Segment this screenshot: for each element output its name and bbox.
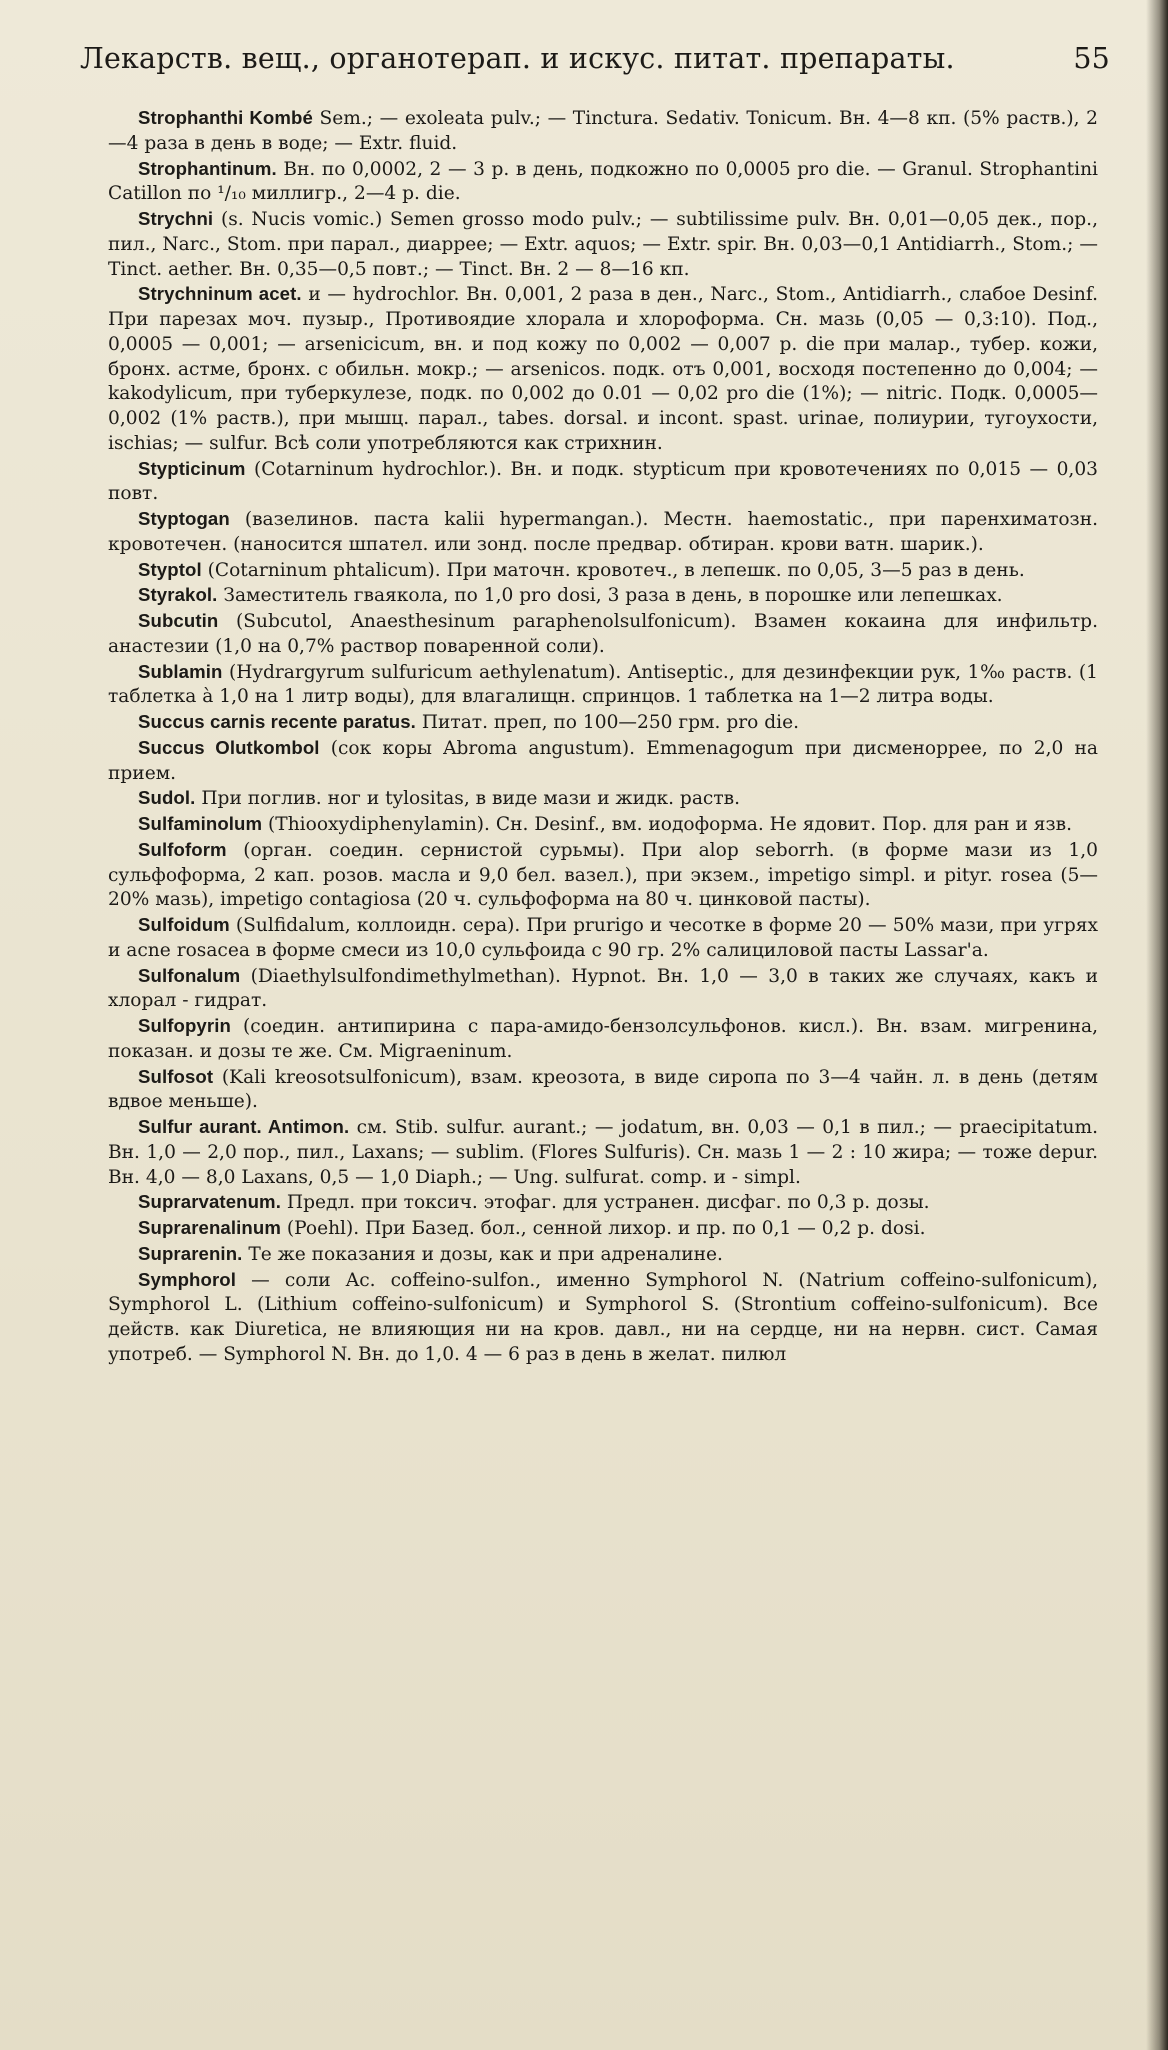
entry-subcutin [108,609,1098,660]
entry-term: Sulfur aurant. Antimon. [138,1116,350,1137]
entry-term: Suprarenalinum [138,1217,281,1238]
entry-suprarvatenum [108,1190,1098,1216]
entry-succus-carnis [108,710,1098,736]
page-body [108,106,1098,1368]
entry-text: (Diaethylsulfondimethylmethan). Hypnot. Вн. 1,0 — 3,0 в таких же случаях, какъ и хлорал - гидрат. [108,965,1098,1012]
entry-suprarenin [108,1242,1098,1268]
entry-term: Styrakol. [138,584,218,606]
entry-sublamin [108,660,1098,711]
entry-text: (Hydrargyrum sulfuricum aethylenatum). Antiseptic., для дезинфекции рук, 1‰ раств. (1 таблетка à 1,0 на 1 литр воды), для влагалищн. спринцов. 1 таблетка на 1—2 литра воды. [108,661,1098,708]
entry-strophantinum [108,157,1098,208]
entry-term: Styptol [138,558,202,580]
entry-sulfonalum [108,964,1098,1015]
entry-term: Sulfoidum [138,914,230,935]
entry-term: Strophanthi Kombé [138,107,313,128]
entry-text: (соедин. антипирина с пара-амидо-бензолсульфонов. кисл.). Вн. взам. мигренина, показан. и дозы те же. См. Migraeninum. [108,1016,1098,1062]
entry-text: (Sulfidalum, коллоидн. сера). При prurigo и чесотке в форме 20 — 50% мази, при угрях и acne rosacea в форме смеси из 10,0 сульфоида с 90 гр. 2% салициловой пасты Lassar'a. [108,915,1098,961]
entry-text: см. Stib. sulfur. aurant.; — jodatum, вн. 0,03 — 0,1 в пил.; — praecipitatum. Вн. 1,0 — 2,0 пор., пил., Laxans; — sublim. (Flores Sulfuris). Сн. мазь 1 — 2 : 10 жира; — тоже depur. Вн. 4,0 — 8,0 Laxans, 0,5 — 1,0 Diaph.; — Ung. sulfurat. comp. и - simpl. [108,1117,1098,1188]
entry-suprarenalinum [108,1216,1098,1242]
book-binding-edge [1146,0,1168,2050]
entry-term: Strychninum acet. [138,283,302,305]
entry-strychninum [108,282,1098,456]
entry-term: Sulfosot [138,1065,214,1087]
entry-term: Sulfonalum [138,964,241,986]
entry-term: Succus carnis recente paratus. [138,711,416,732]
entry-sulfur-aurant [108,1115,1098,1190]
entry-text: и — hydrochlor. Вн. 0,001, 2 раза в ден., Narc., Stom., Antidiarrh., слабое Desinf. При парезах моч. пузыр., Противоядие хлорала и хлороформа. Сн. мазь (0,05 — 0,3:10). Под., 0,0005 — 0,001; — arsenicicum, вн. и под кожу по 0,002 — 0,007 p. die при малар., тубер. кожи, бронх. астме, бронх. с обильн. мокр.; — arsenicos. подк. отъ 0,001, восходя постепенно до 0,004; — kakodylicum, при туберкулезе, подк. по 0,002 до 0.01 — 0,02 pro die (1%); — nitric. Подк. 0,0005—0,002 (1% раств.), при мышц. парал., tabes. dorsal. и incont. spast. urinae, полиурии, тугоухости, ischias; — sulfur. Всѣ соли употребляются как стрихнин. [108,284,1098,454]
entry-sudol [108,786,1098,812]
entry-term: Styptogan [138,508,230,529]
entry-text: (Thiooxydiphenylamin). Сн. Desinf., вм. иодоформа. Не ядовит. Пор. для ран и язв. [262,814,1072,835]
entry-styptol [108,558,1098,584]
entry-term: Sublamin [138,660,223,682]
entry-symphorol [108,1268,1098,1368]
entry-strophanthi-kombe [108,106,1098,157]
entry-styptogan [108,507,1098,558]
entry-term: Suprarvatenum. [138,1191,281,1213]
entry-term: Strychni [138,208,214,229]
entry-sulfoidum [108,913,1098,964]
entry-text: (вазелинов. паста kalii hypermangan.). Местн. haemostatic., при паренхиматозн. кровотечен. (наносится шпател. или зонд. после предвар. обтиран. крови ватн. шарик.). [108,509,1098,555]
entry-strychni [108,207,1098,282]
entry-sulfosot [108,1065,1098,1116]
entry-term: Suprarenin. [138,1242,243,1264]
entry-text: (Kali kreosotsulfonicum), взам. креозота, в виде сиропа по 3—4 чайн. л. в день (детям вдвое меньше). [108,1066,1098,1113]
entry-term: Sudol. [138,787,196,809]
entry-sulfoform [108,838,1098,913]
entry-sulfaminolum [108,812,1098,838]
entry-text: (Cotarninum hydrochlor.). Вн. и подк. stypticum при кровотечениях по 0,015 — 0,03 повт. [108,458,1098,505]
running-title: Лекарств. вещ., органотерап. и искус. питат. препараты. [80,42,955,75]
entry-text: (Subcutol, Anaesthesinum paraphenolsulfonicum). Взамен кокаина для инфильтр. анастезии (1,0 на 0,7% раствор поваренной соли). [108,611,1098,657]
entry-term: Stypticinum [138,457,246,479]
entry-term: Symphorol [138,1268,237,1290]
entry-text: (орган. соедин. сернистой сурьмы). При alop seborrh. (в форме мази из 1,0 сульфоформа, 2 кап. розов. масла и 9,0 бел. вазел.), при экзем., impetigo simpl. и pityr. rosea (5—20% мазь), impetigo contagiosa (20 ч. сульфоформа на 80 ч. цинковой пасты). [108,839,1098,911]
entry-text: — соли Ac. coffeino-sulfon., именно Symphorol N. (Natrium coffeino-sulfonicum), Symphorol L. (Lithium coffeino-sulfonicum) и Symphorol S. (Strontium coffeino-sulfonicum). Все действ. как Diuretica, не влияющия ни на кров. давл., ни на сердце, ни на нервн. сист. Самая употреб. — Symphorol N. Вн. до 1,0. 4 — 6 раз в день в желат. пилюл [108,1269,1098,1365]
entry-text: При поглив. ног и tylositas, в виде мази и жидк. раств. [195,788,740,810]
entry-text: Те же показания и дозы, как и при адреналине. [242,1243,723,1265]
entry-text: Питат. преп, по 100—250 грм. pro die. [415,712,799,733]
entry-term: Sulfoform [138,838,227,860]
entry-term: Strophantinum. [138,157,277,179]
entry-term: Sulfaminolum [138,813,263,834]
entry-sulfopyrin [108,1014,1098,1065]
entry-text: (сок коры Abroma angustum). Emmenagogum при дисменоррее, по 2,0 на прием. [108,737,1098,784]
entry-term: Sulfopyrin [138,1015,231,1036]
entry-text: (Poehl). При Базед. бол., сенной лихор. и пр. по 0,1 — 0,2 р. dosi. [280,1218,926,1239]
entry-text: (s. Nucis vomic.) Semen grosso modo pulv.; — subtilissime pulv. Вн. 0,01—0,05 дек., пор., пил., Narc., Stom. при парал., диаррее; — Extr. aquos; — Extr. spir. Вн. 0,03—0,1 Antidiarrh., Stom.; — Tinct. aether. Вн. 0,35—0,5 повт.; — Tinct. Вн. 2 — 8—16 кп. [108,209,1098,280]
entry-text: Sem.; — exoleata pulv.; — Tinctura. Sedativ. Tonicum. Вн. 4—8 кп. (5% раств.), 2—4 раза в день в воде; — Extr. fluid. [108,108,1098,154]
entry-term: Succus Olutkombol [138,736,320,758]
entry-text: (Cotarninum phtalicum). При маточн. кровотеч., в лепешк. по 0,05, 3—5 раз в день. [201,559,1025,581]
entry-stypticinum [108,457,1098,508]
entry-styrakol [108,583,1098,609]
entry-text: Вн. по 0,0002, 2 — 3 р. в день, подкожно по 0,0005 pro die. — Granul. Strophantini Catillon по ¹/₁₀ миллигр., 2—4 р. die. [108,158,1098,205]
entry-text: Заместитель гваякола, по 1,0 pro dosi, 3 раза в день, в порошке или лепешках. [217,585,1003,607]
entry-term: Subcutin [138,610,219,631]
page-number: 55 [1073,42,1110,75]
entry-text: Предл. при токсич. этофаг. для устранен. дисфаг. по 0,3 р. дозы. [280,1192,930,1214]
entry-succus-olutkombol [108,736,1098,787]
page-header [80,42,1110,82]
